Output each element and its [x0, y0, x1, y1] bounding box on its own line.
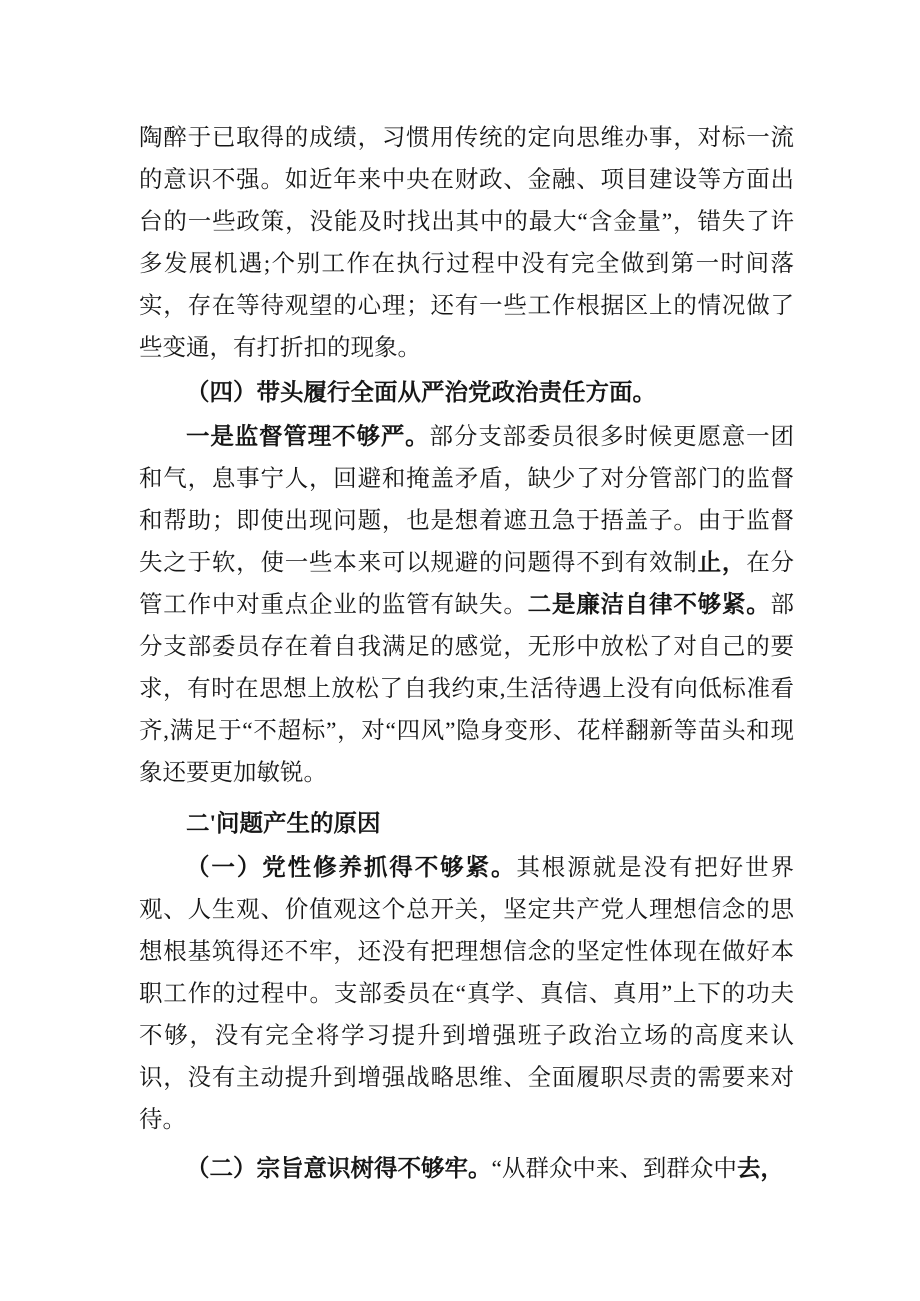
- para-cause-one-party-spirit: [139, 847, 794, 1141]
- text-run: 陶醉于已取得的成绩，习惯用传统的定向思维办事，对标一流的意识不强。如近年来中央在财政、金融、项目建设等方面出台的一些政策，没能及时找出其中的最大“含金量”，错失了许多发展机遇;个别工作在执行过程中没有完全做到第一时间落实，存在等待观望的心理；还有一些工作根据区上的情况做了些变通，有打折扣的现象。: [139, 125, 794, 361]
- heading-causes-of-problems: [139, 803, 794, 845]
- bold-text-run: 去，: [736, 1156, 784, 1182]
- text-run: “从群众中来、到群众中: [491, 1156, 737, 1182]
- para-supervision-and-discipline: [139, 416, 794, 794]
- text-run: 部分支部委员存在着自我满足的感觉，无形中放松了对自己的要求，有时在思想上放松了自我约束,生活待遇上没有向低标准看齐,满足于“不超标”，对“四风”隐身变形、花样翻新等苗头和现象还要更加敏锐。: [139, 592, 795, 786]
- text-run: 其根源就是没有把好世界观、人生观、价值观这个总开关，坚定共产党人理想信念的思想根基筑得还不牢，还没有把理想信念的坚定性体现在做好本职工作的过程中。支部委员在“真学、真信、真用”上下的功夫不够，没有完全将学习提升到增强班子政治立场的高度来认识，没有主动提升到增强战略思维、全面履职尽责的需要来对待。: [139, 855, 795, 1133]
- bold-text-run: 二是廉洁自律不够紧。: [527, 592, 771, 618]
- bold-text-run: （一）党性修养抓得不够紧。: [186, 855, 517, 881]
- text-run: 在分管工作中对重点企业的监管有缺失。: [139, 550, 795, 618]
- para-continued-from-previous-page: [139, 117, 794, 369]
- document-text-area: [139, 0, 794, 1190]
- bold-text-run: 止，: [697, 550, 747, 576]
- heading-section-four: [139, 372, 794, 414]
- bold-text-run: 二'问题产生的原因: [186, 811, 381, 837]
- bold-text-run: （四）带头履行全面从严治党政治责任方面。: [186, 380, 656, 406]
- bold-text-run: （二）宗旨意识树得不够牢。: [186, 1156, 492, 1182]
- bold-text-run: 一是监督管理不够严。: [186, 424, 430, 450]
- para-cause-two-purpose-awareness: [139, 1148, 794, 1190]
- text-run: 部分支部委员很多时候更愿意一团和气，息事宁人，回避和掩盖矛盾，缺少了对分管部门的监督和帮助；即使出现问题，也是想着遮丑急于捂盖子。由于监督失之于软，使一些本来可以规避的问题得不到有效制: [139, 424, 795, 576]
